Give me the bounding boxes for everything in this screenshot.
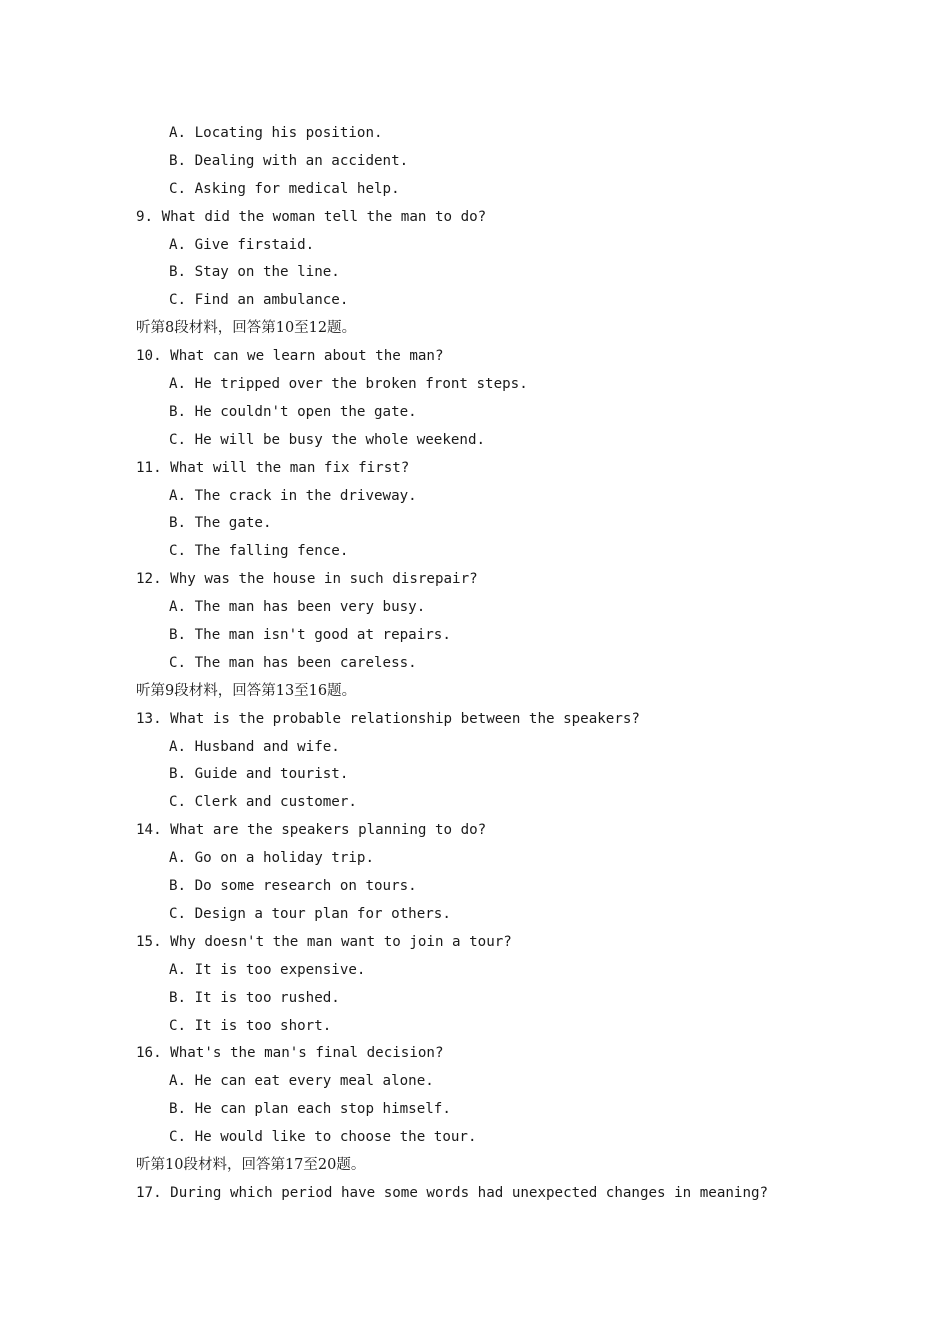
question-line: 9. What did the woman tell the man to do? (136, 208, 487, 225)
option-line: A. Go on a holiday trip. (169, 850, 374, 867)
question-line: 17. During which period have some words had unexpected changes in meaning? (136, 1184, 769, 1201)
option-line: C. Clerk and customer. (169, 794, 357, 811)
option-line: A. Husband and wife. (169, 738, 340, 755)
option-line: C. Asking for medical help. (169, 180, 400, 197)
section-instruction: 听第9段材料，回答第13至16题。 (136, 682, 357, 699)
option-line: B. Stay on the line. (169, 264, 340, 281)
option-line: C. It is too short. (169, 1017, 332, 1034)
option-line: B. Guide and tourist. (169, 766, 349, 783)
question-line: 16. What's the man's final decision? (136, 1045, 444, 1062)
option-line: C. Find an ambulance. (169, 292, 349, 309)
option-line: A. The crack in the driveway. (169, 487, 417, 504)
option-line: C. Design a tour plan for others. (169, 905, 451, 922)
option-line: B. Dealing with an accident. (169, 152, 409, 169)
question-line: 11. What will the man fix first? (136, 459, 410, 476)
option-line: B. It is too rushed. (169, 989, 340, 1006)
option-line: B. The man isn't good at repairs. (169, 627, 451, 644)
question-line: 10. What can we learn about the man? (136, 348, 444, 365)
option-line: C. The man has been careless. (169, 654, 417, 671)
exam-page (0, 120, 950, 1208)
option-line: B. Do some research on tours. (169, 878, 417, 895)
option-line: B. The gate. (169, 515, 272, 532)
option-line: A. He tripped over the broken front steps. (169, 376, 528, 393)
option-line: C. He will be busy the whole weekend. (169, 431, 486, 448)
option-line: C. The falling fence. (169, 543, 349, 560)
option-line: A. Give firstaid. (169, 236, 315, 253)
option-line: A. He can eat every meal alone. (169, 1073, 434, 1090)
question-line: 13. What is the probable relationship between the speakers? (136, 710, 640, 727)
option-line: C. He would like to choose the tour. (169, 1129, 477, 1146)
section-instruction: 听第10段材料，回答第17至20题。 (136, 1156, 366, 1173)
question-line: 14. What are the speakers planning to do? (136, 822, 487, 839)
option-line: A. Locating his position. (169, 125, 383, 141)
question-line: 15. Why doesn't the man want to join a tour? (136, 933, 512, 950)
question-line: 12. Why was the house in such disrepair? (136, 571, 478, 588)
option-line: A. The man has been very busy. (169, 599, 426, 616)
section-instruction: 听第8段材料，回答第10至12题。 (136, 320, 357, 337)
option-line: B. He can plan each stop himself. (169, 1101, 451, 1118)
option-line: A. It is too expensive. (169, 961, 366, 978)
option-line: B. He couldn't open the gate. (169, 403, 417, 420)
